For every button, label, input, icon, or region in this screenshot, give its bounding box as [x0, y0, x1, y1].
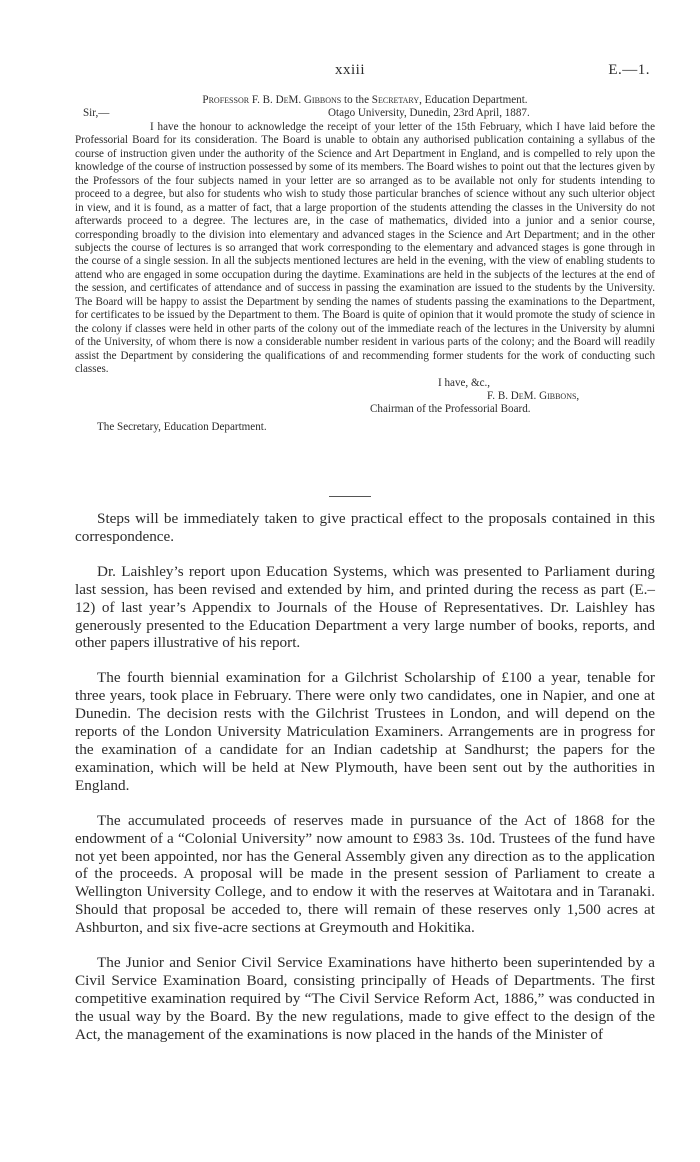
report-body: [75, 510, 655, 1061]
paragraph: The Junior and Senior Civil Service Examinations have hitherto been superintended by a Civil Service Examination Board, consisting principally of Heads of Departments. The first competitive examination required by “The Civil Service Reform Act, 1886,” was conducted in the usual way by the Board. By the new regulations, made to give effect to the design of the Act, the management of the examinations is now placed in the hands of the Minister of: [75, 954, 655, 1043]
page-number: xxiii: [334, 62, 365, 78]
letter-heading: [75, 94, 655, 107]
paragraph: Dr. Laishley’s report upon Education Systems, which was presented to Parliament during last session, has been revised and extended by him, and printed during the recess as part (E.–12) of last year’s Appendix to Journals of the House of Representatives. Dr. Laishley has generously presented to the Education Department a very large number of books, reports, and other papers illustrative of his report.: [75, 562, 655, 652]
letter-body: I have the honour to acknowledge the receipt of your letter of the 15th February, which I have laid before the Professorial Board for its consideration. The Board is unable to obtain any authorised publication containing a syllabus of the course of instruction given under the authority of the Science and Art Department in England, and is compelled to rely upon the knowledge of the course of instruction possessed by some of its members. The Board wishes to point out that the lectures given by the Professors of the four subjects named in your letter are so arranged as to be available not only for students intending to proceed to a degree, but also for students who wish to study those particular branches of science without any such ulterior object in view, and it is found, as a matter of fact, that a large proportion of the students attending the classes in the University do not afterwards proceed to a degree. The lectures are, in the case of mathematics, divided into a junior and a senior course, corresponding broadly to the division into elementary and advanced stages in the Science and Art Department; and in the other subjects the course of lectures is so arranged that work corresponding to the elementary and advanced stages is gone through in the course of a single session. In all the subjects mentioned lectures are held in the evening, with the view of enabling students to attend who are engaged in some occupation during the daytime. Examinations are held in the subjects of the lectures at the end of the session, and certificates of attendance and of success in passing the examination are issued to the students by the University. The Board will be happy to assist the Department by sending the names of students passing the examinations to the Department, for certificates to be issued by the Department to them. The Board is quite of opinion that it would promote the study of science in the colony if classes were held in other parts of the colony out of the immediate reach of the lectures in the University by alumni of the University, of whom there is now a considerable number resident in various parts of the colony; and the Board will readily assist the Department by considering the qualifications of and recommending former students for the work of conducting such classes.: [75, 120, 655, 376]
letter-connector: to the: [344, 94, 370, 106]
letter-block: [75, 94, 655, 434]
closing-phrase: I have, &c.,: [438, 376, 491, 389]
signature: F. B. DeM. Gibbons,: [487, 389, 580, 402]
letter-recipient: Secretary,: [371, 94, 422, 106]
letter-sender: Professor F. B. DeM. Gibbons: [202, 94, 342, 106]
letter-department: Education Department.: [424, 94, 528, 106]
paragraph: The fourth biennial examination for a Gilchrist Scholarship of £100 a year, tenable for three years, took place in February. There were only two candidates, one in Napier, and one at Dunedin. The decision rests with the Gilchrist Trustees in London, and will depend on the reports of the London University Matriculation Examiners. Arrangements are in progress for the examination of a candidate for an Indian cadetship at Sandhurst; the papers for the examination, which will be held at New Plymouth, have been sent out by the authorities in England.: [75, 669, 655, 794]
salutation-line: [75, 107, 655, 120]
paragraph: Steps will be immediately taken to give practical effect to the proposals contained in this correspondence.: [75, 510, 655, 545]
addressee: The Secretary, Education Department.: [97, 420, 267, 433]
letter-date: Otago University, Dunedin, 23rd April, 1887.: [328, 107, 530, 120]
letter-closing: [75, 377, 655, 417]
paper-reference: E.—1.: [608, 62, 650, 78]
paragraph: The accumulated proceeds of reserves made in pursuance of the Act of 1868 for the endowment of a “Colonial University” now amount to £983 3s. 10d. Trustees of the fund have not yet been appointed, nor has the General Assembly given any direction as to the application of the proceeds. A proposal will be made in the present session of Parliament to create a Wellington University College, and to endow it with the reserves at Waitotara and in Taranaki. Should that proposal be acceded to, there will remain of these reserves only 1,500 acres at Ashburton, and six five-acre sections at Greymouth and Hokitika.: [75, 811, 655, 937]
signatory-title: Chairman of the Professorial Board.: [370, 403, 531, 416]
salutation: Sir,—: [83, 107, 110, 120]
section-divider: [329, 496, 371, 497]
